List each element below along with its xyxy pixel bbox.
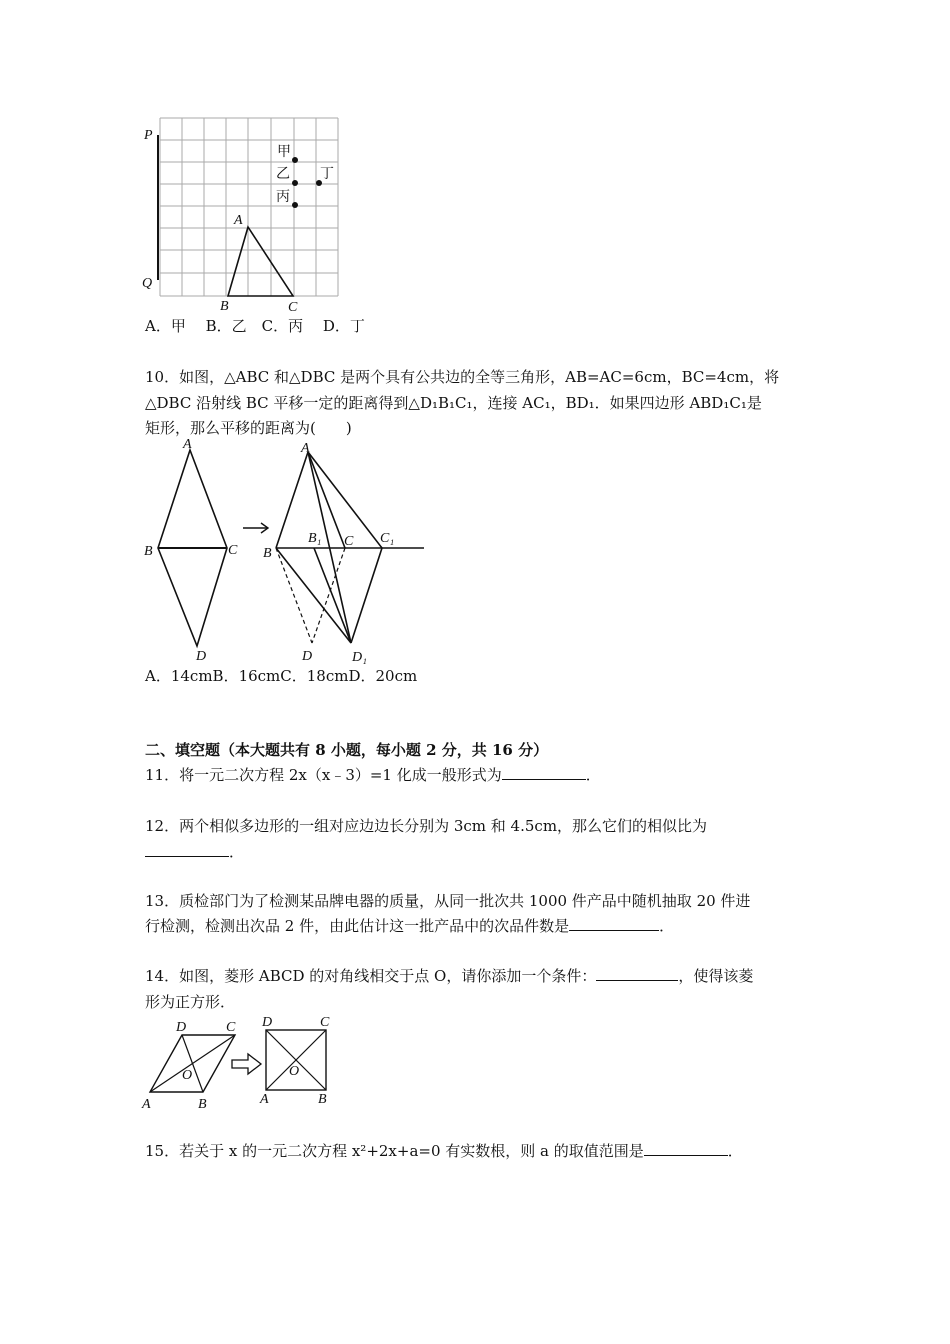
label-o-sq: O <box>289 1064 300 1079</box>
rhombus-to-square-figure <box>138 1013 348 1113</box>
label-b-left: B <box>144 544 153 559</box>
q11 <box>145 763 601 787</box>
label-c: C <box>288 300 298 315</box>
grid-lines <box>160 118 338 296</box>
label-a-rh: A <box>142 1097 151 1112</box>
label-d-sq: D <box>262 1015 273 1030</box>
label-a-left: A <box>183 438 192 452</box>
q13-line2 <box>145 914 674 938</box>
q15-end: ． <box>727 1142 743 1160</box>
point-bing <box>292 202 298 208</box>
q14-text-b: ，使得该菱 <box>678 967 754 985</box>
label-c1: C₁ <box>380 531 395 546</box>
label-q: Q <box>142 276 153 291</box>
q15 <box>145 1139 743 1163</box>
q15-text: 15．若关于 x 的一元二次方程 x²+2x+a=0 有实数根，则 a 的取值范围是 <box>145 1142 644 1160</box>
label-a: A <box>234 213 243 228</box>
label-jia: 甲 <box>277 144 291 160</box>
q14-line1 <box>145 964 753 988</box>
q14-answer-blank[interactable] <box>596 964 678 981</box>
label-a-right: A <box>301 441 310 456</box>
q10-line3: 矩形，那么平移的距离为( ) <box>145 419 352 437</box>
q10-line1: 10．如图，△ABC 和△DBC 是两个具有公共边的全等三角形，AB=AC=6cm，BC=4cm，将 <box>145 368 780 386</box>
q12-end: ． <box>229 843 245 861</box>
label-b-sq: B <box>318 1092 327 1107</box>
q11-end: ． <box>585 766 601 784</box>
q13-answer-blank[interactable] <box>569 914 659 931</box>
q14-text-a: 14．如图，菱形 ABCD 的对角线相交于点 O，请你添加一个条件： <box>145 967 597 985</box>
label-yi: 乙 <box>276 166 290 182</box>
q13-line1: 13．质检部门为了检测某品牌电器的质量，从同一批次共 1000 件产品中随机抽取 20 件进 <box>145 892 751 910</box>
q15-answer-blank[interactable] <box>644 1139 728 1156</box>
q12-line1: 12．两个相似多边形的一组对应边边长分别为 3cm 和 4.5cm，那么它们的相似比为 <box>145 817 708 835</box>
hollow-arrow <box>232 1054 261 1074</box>
label-p: P <box>144 128 153 143</box>
label-c-rh: C <box>226 1020 236 1035</box>
triangle-abc <box>228 227 293 296</box>
label-bing: 丙 <box>276 189 290 205</box>
rhombus-translation-figure <box>138 438 438 668</box>
label-b-right: B <box>263 546 272 561</box>
q9-options: A．甲 B．乙 C．丙 D．丁 <box>145 317 365 335</box>
label-b-rh: B <box>198 1097 207 1112</box>
q11-text: 11．将一元二次方程 2x（x﹣3）=1 化成一般形式为 <box>145 766 502 784</box>
q14-line2: 形为正方形． <box>145 993 236 1011</box>
point-yi <box>292 180 298 186</box>
label-b1: B₁ <box>308 531 322 546</box>
q11-answer-blank[interactable] <box>502 763 586 780</box>
label-d1: D₁ <box>352 650 367 665</box>
label-d-left: D <box>196 649 207 664</box>
label-b: B <box>220 299 229 314</box>
label-ding: 丁 <box>320 166 334 182</box>
label-c-sq: C <box>320 1015 330 1030</box>
label-o-rh: O <box>182 1068 193 1083</box>
label-a-sq: A <box>260 1092 269 1107</box>
point-jia <box>292 157 298 163</box>
q13-text: 行检测，检测出次品 2 件，由此估计这一批产品中的次品件数是 <box>145 917 570 935</box>
grid-figure <box>138 110 348 315</box>
label-c-left: C <box>228 543 238 558</box>
q13-end: ． <box>659 917 675 935</box>
label-c-right: C <box>344 534 354 549</box>
q12-answer-blank[interactable] <box>145 840 229 857</box>
q12-line2 <box>145 840 244 864</box>
dashed-bd <box>276 548 312 643</box>
label-d-rh: D <box>176 1020 187 1035</box>
q10-options: A．14cmB．16cmC．18cmD．20cm <box>145 667 418 685</box>
q10-line2: △DBC 沿射线 BC 平移一定的距离得到△D₁B₁C₁，连接 AC₁，BD₁．如果四边形 ABD₁C₁是 <box>145 394 762 412</box>
label-d-right: D <box>302 649 313 664</box>
section-heading: 二、填空题（本大题共有 8 小题，每小题 2 分，共 16 分） <box>145 741 549 759</box>
